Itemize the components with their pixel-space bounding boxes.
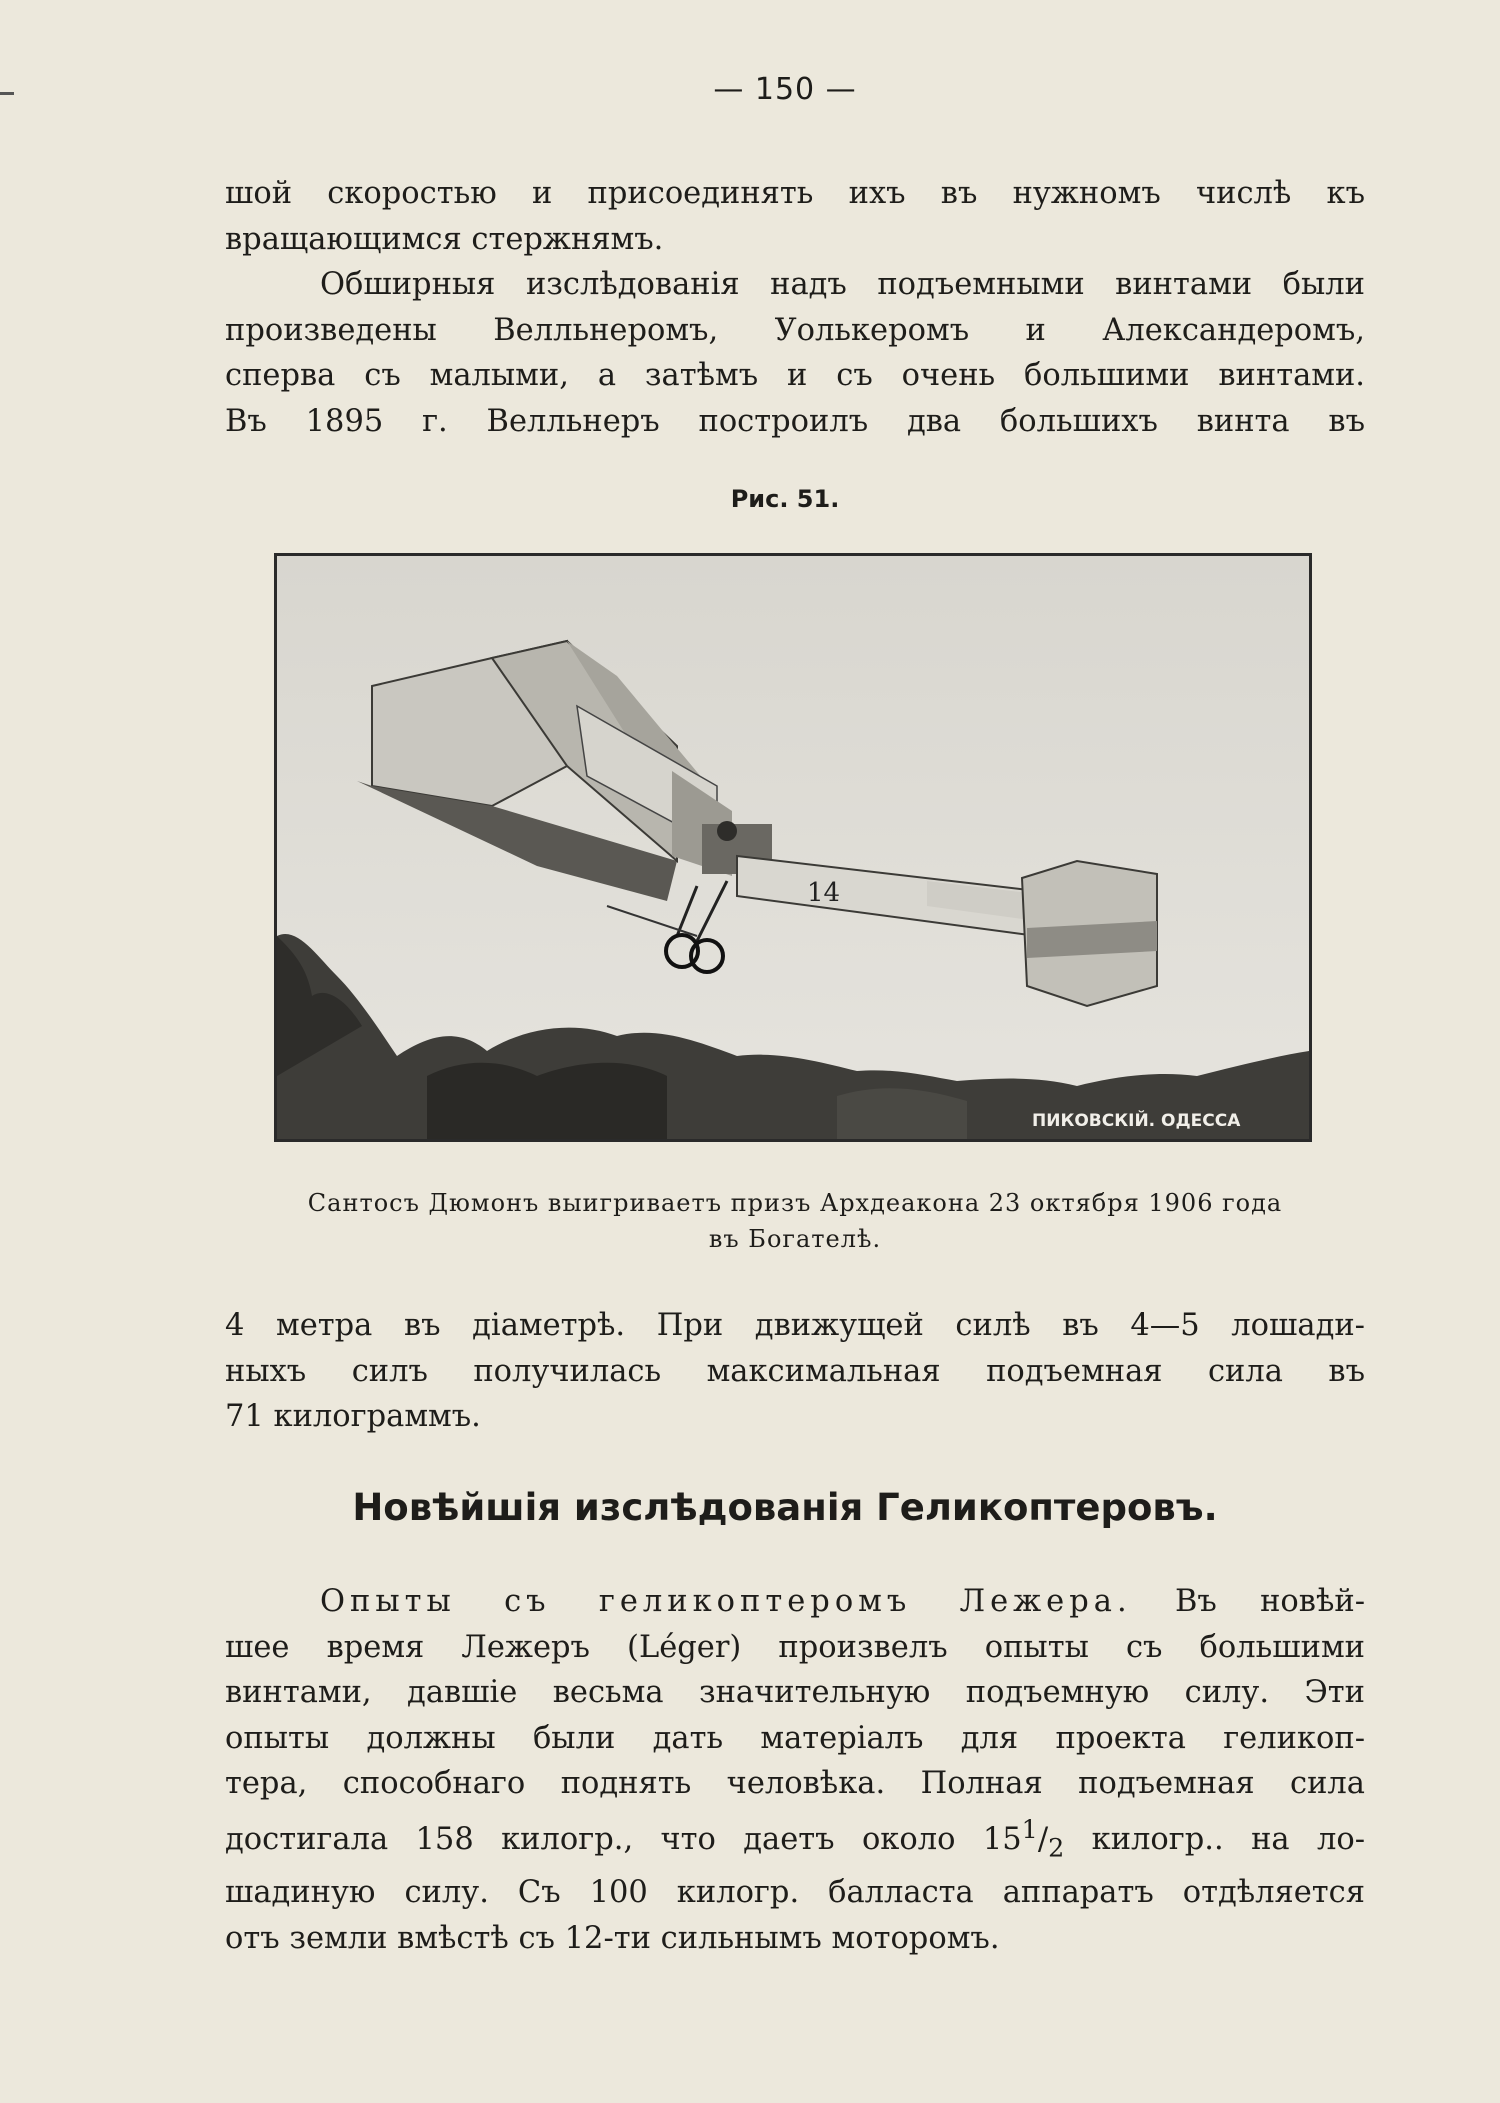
fraction-numerator: 1 xyxy=(1021,1813,1038,1844)
text-fragment: килогр.. на ло- xyxy=(1064,1821,1365,1857)
text-line: шадиную силу. Съ 100 килогр. балласта аппаратъ отдѣляется xyxy=(225,1875,1365,1911)
text-line: винтами, давшіе весьма значительную подъемную силу. Эти xyxy=(225,1675,1365,1710)
fraction-denominator: 2 xyxy=(1048,1831,1065,1862)
text-line xyxy=(225,1807,1365,1871)
spaced-run-in-title: Опыты съ геликоптеромъ Лежера. xyxy=(320,1584,1132,1619)
text-line: тера, способнаго поднять человѣка. Полная подъемная сила xyxy=(225,1766,1365,1801)
text-line: ныхъ силъ получилась максимальная подъемная сила въ xyxy=(225,1353,1365,1389)
section-heading: Новѣйшія изслѣдованія Геликоптеровъ. xyxy=(352,1486,1218,1529)
text-line: Обширныя изслѣдованія надъ подъемными винтами были xyxy=(320,267,1365,302)
text-line: сперва съ малыми, а затѣмъ и съ очень большими винтами. xyxy=(225,358,1365,393)
figure-photo xyxy=(274,553,1312,1142)
text-line: произведены Велльнеромъ, Уолькеромъ и Александеромъ, xyxy=(225,312,1365,348)
text-line: шой скоростью и присоединять ихъ въ нужномъ числѣ къ xyxy=(225,176,1365,211)
figure-label: Рис. 51. xyxy=(730,485,840,513)
text-line: вращающимся стержнямъ. xyxy=(225,221,664,257)
plane-number: 14 xyxy=(807,878,841,908)
text-line: отъ земли вмѣстѣ съ 12-ти сильнымъ моторомъ. xyxy=(225,1920,1000,1956)
figure-caption xyxy=(220,1185,1370,1257)
text-line: шее время Лежеръ (Léger) произвелъ опыты съ большими xyxy=(225,1629,1365,1665)
caption-line: Сантосъ Дюмонъ выигриваетъ призъ Архдеакона 23 октября 1906 года xyxy=(307,1189,1283,1217)
text-line: 71 килограммъ. xyxy=(225,1399,481,1434)
photo-credit: ПИКОВСКІЙ. ОДЕССА xyxy=(1032,1111,1241,1131)
fraction-slash: / xyxy=(1037,1821,1049,1857)
text-fragment: достигала 158 килогр., что даетъ около 15 xyxy=(225,1821,1022,1857)
text-fragment: Въ новѣй- xyxy=(1174,1584,1365,1619)
paragraph-bottom xyxy=(225,1579,1365,1961)
text-line: 4 метра въ діаметрѣ. При движущей силѣ въ 4—5 лошади- xyxy=(225,1308,1365,1343)
caption-line: въ Богателѣ. xyxy=(708,1225,882,1253)
airplane-photo-illustration xyxy=(277,556,1309,1139)
paragraph-middle xyxy=(225,1303,1365,1440)
paragraph-top xyxy=(225,171,1365,444)
text-line xyxy=(225,1579,1365,1625)
text-line: опыты должны были дать матеріалъ для проекта геликоп- xyxy=(225,1720,1365,1756)
text-line: Въ 1895 г. Велльнеръ построилъ два большихъ винта въ xyxy=(225,403,1365,439)
page-number: — 150 — xyxy=(713,72,857,107)
